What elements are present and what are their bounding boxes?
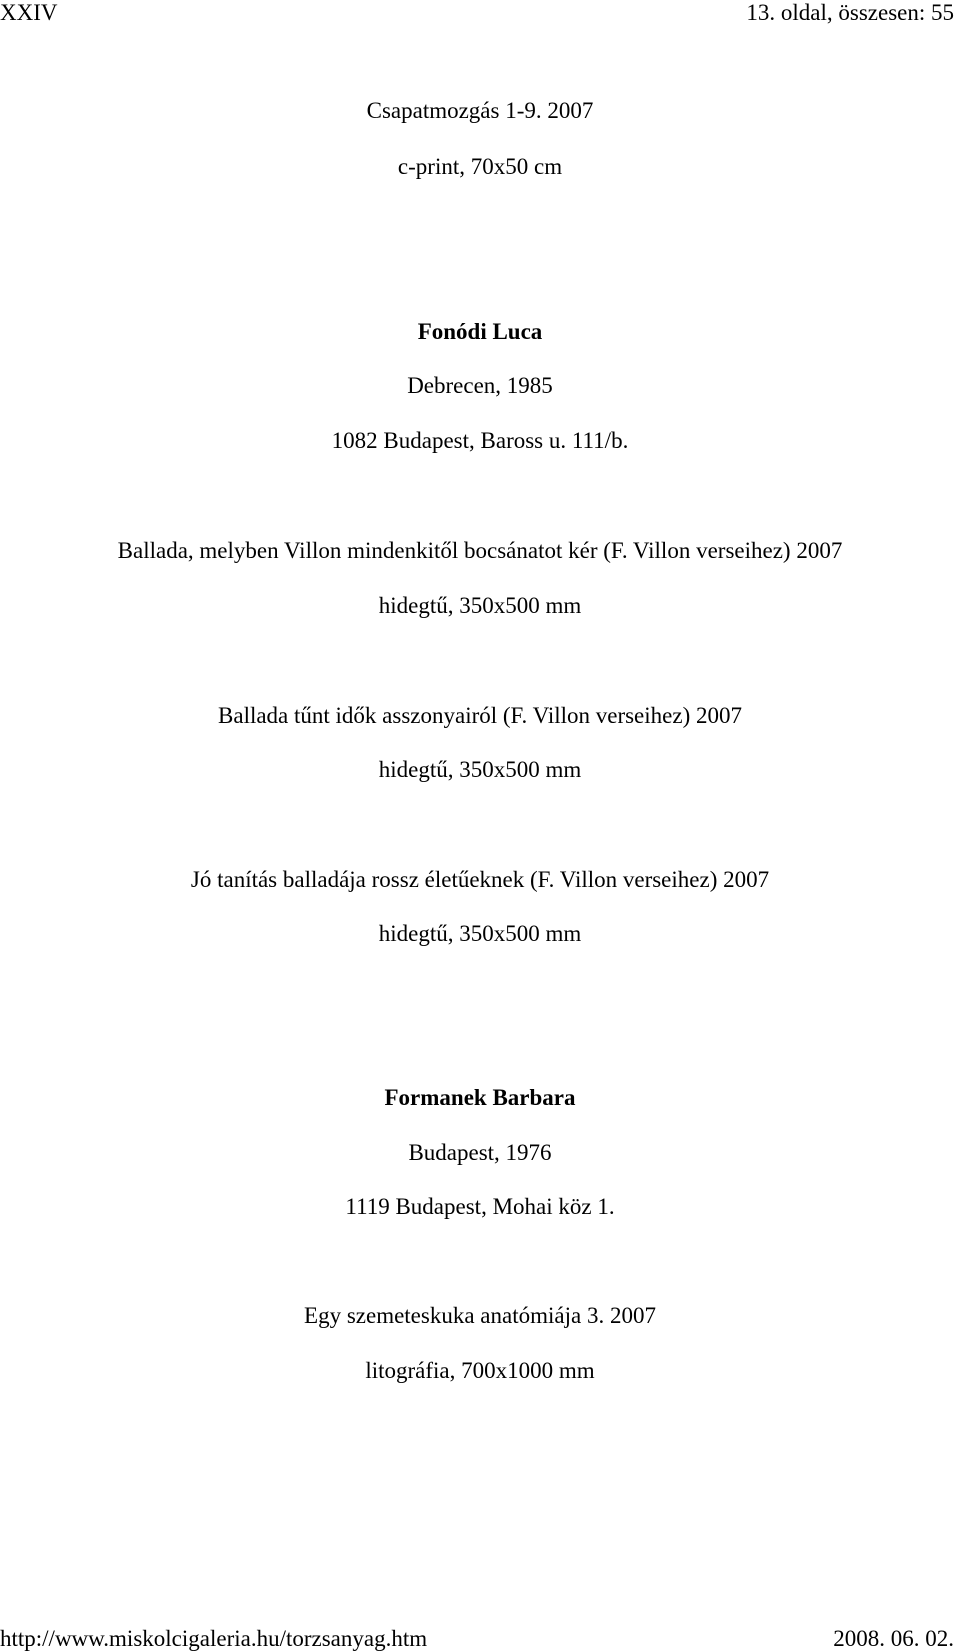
work-medium: c-print, 70x50 cm bbox=[397, 154, 563, 179]
work-title: Csapatmozgás 1-9. 2007 bbox=[366, 98, 594, 123]
work-title: Egy szemeteskuka anatómiája 3. 2007 bbox=[304, 1303, 656, 1328]
section-number: XXIV bbox=[0, 0, 58, 25]
work-medium: hidegtű, 350x500 mm bbox=[378, 757, 582, 782]
work-title: Ballada tűnt idők asszonyairól (F. Villon verseihez) 2007 bbox=[218, 703, 742, 728]
artist-name: Fonódi Luca bbox=[417, 319, 543, 344]
artist-address: 1082 Budapest, Baross u. 111/b. bbox=[331, 428, 629, 453]
work-medium: hidegtű, 350x500 mm bbox=[378, 921, 582, 946]
page-counter: 13. oldal, összesen: 55 bbox=[746, 0, 954, 25]
work-title: Jó tanítás balladája rossz életűeknek (F. Villon verseihez) 2007 bbox=[190, 867, 770, 892]
artist-name: Formanek Barbara bbox=[384, 1085, 576, 1110]
work-medium: litográfia, 700x1000 mm bbox=[365, 1358, 595, 1383]
artist-birth: Budapest, 1976 bbox=[408, 1140, 552, 1165]
work-title: Ballada, melyben Villon mindenkitől bocsánatot kér (F. Villon verseihez) 2007 bbox=[117, 538, 843, 563]
work-medium: hidegtű, 350x500 mm bbox=[378, 593, 582, 618]
artist-birth: Debrecen, 1985 bbox=[407, 373, 553, 398]
artist-address: 1119 Budapest, Mohai köz 1. bbox=[345, 1194, 615, 1219]
source-url: http://www.miskolcigaleria.hu/torzsanyag.htm bbox=[0, 1626, 428, 1651]
print-date: 2008. 06. 02. bbox=[833, 1626, 954, 1651]
